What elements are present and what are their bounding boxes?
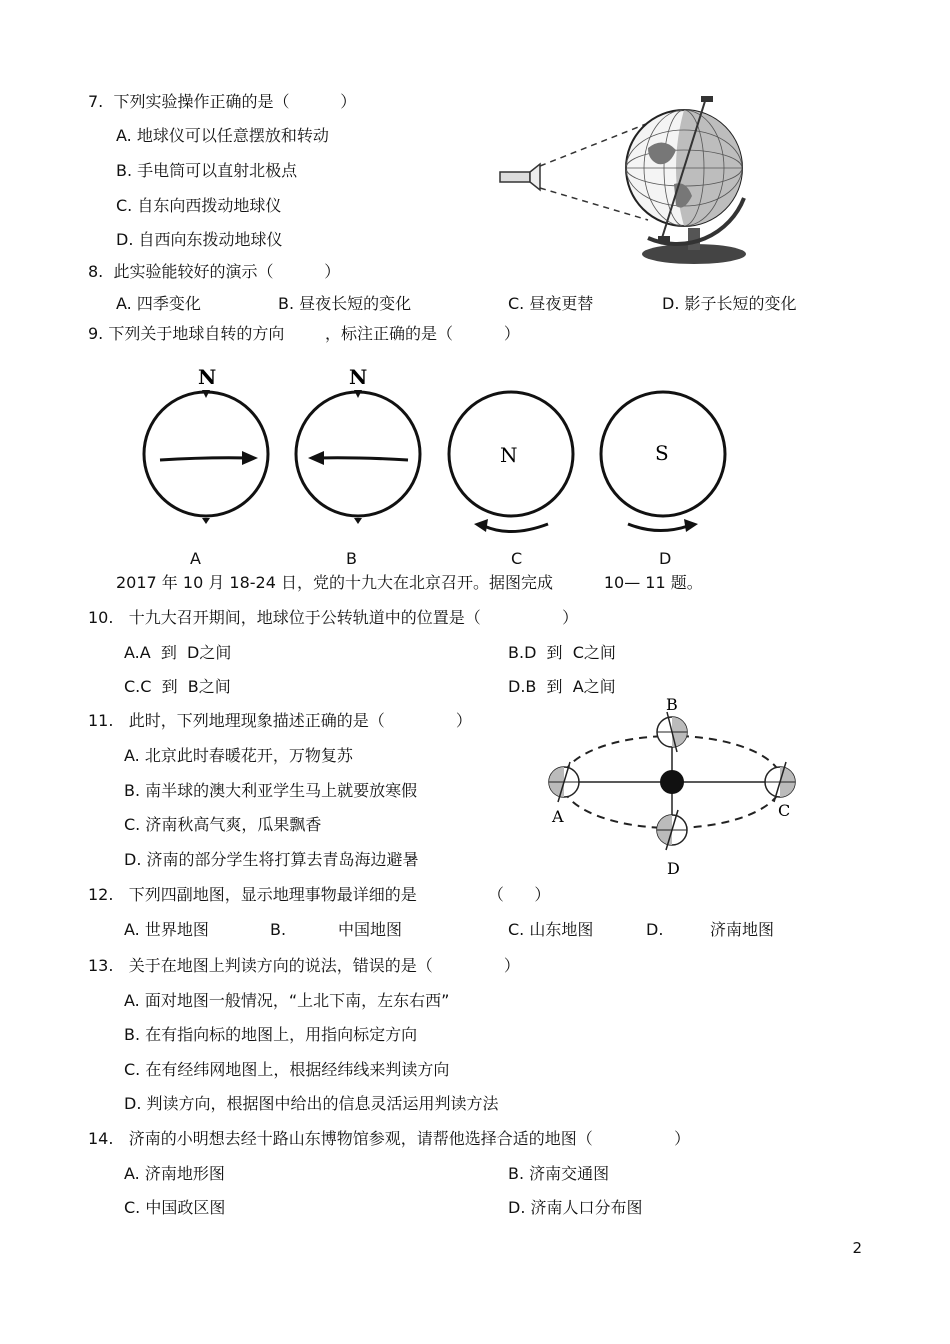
orbit-label-d: D: [667, 859, 680, 878]
q13-option-b: B. 在有指向标的地图上，用指向标定方向: [124, 1025, 418, 1044]
q10-option-b: B.D 到 C之间: [508, 643, 616, 662]
q11-option-d: D. 济南的部分学生将打算去青岛海边避暑: [124, 850, 419, 869]
q8-option-d: D. 影子长短的变化: [662, 294, 797, 313]
orbit-label-a: A: [552, 807, 564, 826]
q8-option-b: B. 昼夜长短的变化: [278, 294, 412, 313]
globe-d-s-label: S: [655, 441, 669, 465]
q13-option-a: A. 面对地图一般情况，“上北下南，左东右西”: [124, 991, 450, 1010]
q14-option-d: D. 济南人口分布图: [508, 1198, 643, 1217]
q8-option-c: C. 昼夜更替: [508, 294, 594, 313]
q11-option-a: A. 北京此时春暖花开，万物复苏: [124, 746, 353, 765]
globe-flashlight-figure: [498, 88, 770, 268]
q8-stem: 8. 此实验能较好的演示（ ）: [88, 262, 341, 281]
globe-b-n-label: N: [349, 365, 368, 389]
orbit-earth-c: [765, 762, 795, 802]
q7-option-c: C. 自东向西拨动地球仪: [116, 196, 282, 215]
orbit-diagram: [540, 690, 806, 880]
orbit-earth-a: [549, 762, 579, 802]
orbit-label-b: B: [666, 695, 678, 714]
q7-option-d: D. 自西向东拨动地球仪: [116, 230, 283, 249]
q9-stem: 9. 下列关于地球自转的方向 ，标注正确的是（ ）: [88, 324, 520, 343]
q13-stem: 13. 关于在地图上判读方向的说法，错误的是（ ）: [88, 956, 520, 975]
q12-stem: 12. 下列四副地图，显示地理事物最详细的是 （ ）: [88, 885, 551, 904]
q9-label-c: C: [511, 549, 523, 568]
q12-option-d-text: 济南地图: [710, 920, 775, 939]
q11-option-b: B. 南半球的澳大利亚学生马上就要放寒假: [124, 781, 418, 800]
q13-option-d: D. 判读方向，根据图中给出的信息灵活运用判读方法: [124, 1094, 499, 1113]
q13-option-c: C. 在有经纬网地图上，根据经纬线来判读方向: [124, 1060, 450, 1079]
orbit-earth-b: [657, 712, 687, 752]
globe-a: [144, 365, 268, 524]
globe-c: [449, 392, 573, 532]
orbit-label-c: C: [778, 801, 791, 820]
q8-option-a: A. 四季变化: [116, 294, 201, 313]
q9-label-d: D: [659, 549, 672, 568]
q10-stem: 10. 十九大召开期间，地球位于公转轨道中的位置是（ ）: [88, 608, 579, 627]
q9-label-a: A: [190, 549, 201, 568]
q9-label-b: B: [346, 549, 357, 568]
q10-option-d: D.B 到 A之间: [508, 677, 616, 696]
q12-option-b-text: 中国地图: [338, 920, 403, 939]
q7-option-b: B. 手电筒可以直射北极点: [116, 161, 298, 180]
q12-option-a: A. 世界地图: [124, 920, 209, 939]
globe-d: [601, 392, 725, 532]
q14-option-c: C. 中国政区图: [124, 1198, 226, 1217]
q10-option-c: C.C 到 B之间: [124, 677, 231, 696]
page-number: 2: [852, 1239, 862, 1257]
q14-option-a: A. 济南地形图: [124, 1164, 225, 1183]
globe-c-n-label: N: [500, 443, 518, 467]
globe-b: [296, 365, 420, 524]
orbit-earth-d: [657, 810, 687, 850]
q14-stem: 14. 济南的小明想去经十路山东博物馆参观，请帮他选择合适的地图（ ）: [88, 1129, 691, 1148]
q11-stem: 11. 此时，下列地理现象描述正确的是（ ）: [88, 711, 472, 730]
intro-10-11: 2017 年 10 月 18-24 日，党的十九大在北京召开。据图完成 10— 11 题。: [116, 573, 703, 592]
q10-option-a: A.A 到 D之间: [124, 643, 232, 662]
q7-stem: 7. 下列实验操作正确的是（ ）: [88, 92, 357, 111]
q7-option-a: A. 地球仪可以任意摆放和转动: [116, 126, 329, 145]
q11-option-c: C. 济南秋高气爽，瓜果飘香: [124, 815, 322, 834]
q12-option-d: D.: [646, 920, 664, 939]
q12-option-c: C. 山东地图: [508, 920, 594, 939]
q14-option-b: B. 济南交通图: [508, 1164, 610, 1183]
q12-option-b: B.: [270, 920, 287, 939]
rotation-direction-figure: [138, 358, 738, 538]
globe-a-n-label: N: [198, 365, 217, 389]
